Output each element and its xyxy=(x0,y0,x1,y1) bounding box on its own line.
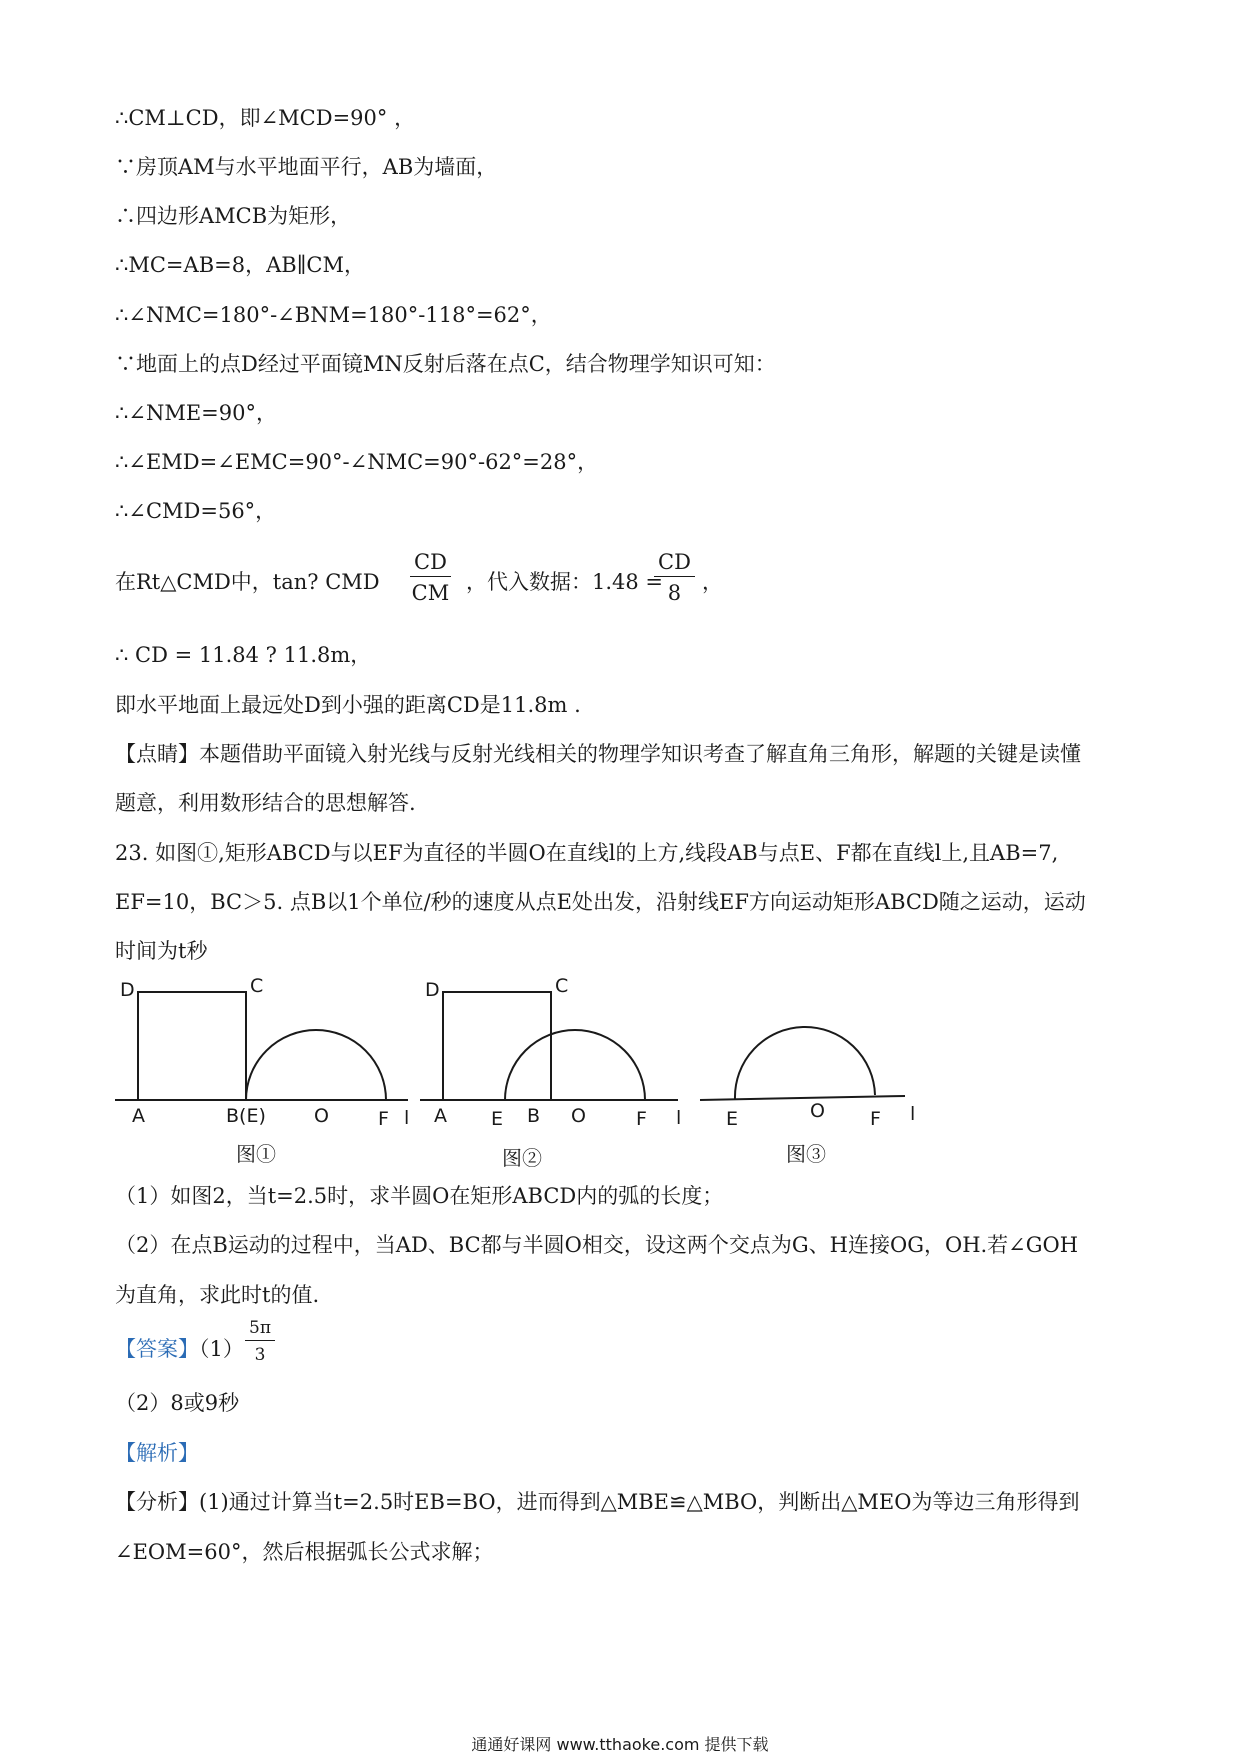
tan-line-prefix: 在Rt△CMD中，tan? CMD xyxy=(115,570,380,594)
label-l: l xyxy=(910,1103,916,1125)
label-F: F xyxy=(870,1108,881,1130)
question-1: （1）如图2，当t=2.5时，求半圆O在矩形ABCD内的弧的长度； xyxy=(115,1184,724,1208)
fraction-numerator: CD xyxy=(654,550,695,577)
label-D: D xyxy=(120,979,135,1001)
question-2-line-1: （2）在点B运动的过程中，当AD、BC都与半圆O相交，设这两个交点为G、H连接OG，OH.若∠GOH xyxy=(115,1233,1079,1257)
answer-label: 【答案】 xyxy=(115,1337,199,1361)
fraction-denominator: 3 xyxy=(254,1345,266,1365)
text-line-5: ∴∠NMC=180°-∠BNM=180°-118°=62°， xyxy=(115,303,552,327)
tan-line-suffix: ， xyxy=(702,570,723,594)
answer-1-prefix: （1） xyxy=(199,1337,244,1361)
label-O: O xyxy=(571,1105,586,1127)
text-line-8: ∴∠EMD=∠EMC=90°-∠NMC=90°-62°=28°， xyxy=(115,450,599,474)
answer-2: （2）8或9秒 xyxy=(115,1391,240,1415)
note-line-1: 【点睛】本题借助平面镜入射光线与反射光线相关的物理学知识考查了解直角三角形，解题的关键是读懂 xyxy=(115,742,1081,766)
problem-23-line-3: 时间为t秒 xyxy=(115,939,208,963)
analysis-label: 【解析】 xyxy=(115,1441,199,1465)
caption-fig2: 图② xyxy=(502,1146,542,1170)
page-footer: 通通好课网 www.tthaoke.com 提供下载 xyxy=(471,1735,769,1754)
label-A: A xyxy=(434,1105,447,1127)
caption-fig3: 图③ xyxy=(786,1142,826,1166)
label-E: E xyxy=(726,1108,739,1130)
figure-1 xyxy=(115,975,409,1166)
figure-3 xyxy=(700,1027,915,1166)
fraction-denominator: 8 xyxy=(667,581,682,605)
fraction-cd-over-cm xyxy=(410,550,451,605)
caption-fig1: 图① xyxy=(236,1142,276,1166)
text-line-9: ∴∠CMD=56°， xyxy=(115,499,277,523)
label-A: A xyxy=(132,1105,145,1127)
answer-1-fraction xyxy=(245,1318,275,1365)
text-line-1: ∴CM⊥CD，即∠MCD=90° ， xyxy=(115,106,416,130)
fraction-numerator: CD xyxy=(410,550,451,577)
text-line-12: 即水平地面上最远处D到小强的距离CD是11.8m . xyxy=(115,693,581,717)
label-B-E: B(E) xyxy=(226,1105,266,1127)
label-C: C xyxy=(250,975,264,997)
figure-2 xyxy=(420,975,681,1170)
figures-row xyxy=(0,970,1240,1170)
text-line-2: ∵房顶AM与水平地面平行，AB为墙面， xyxy=(115,155,498,179)
label-l: l xyxy=(676,1107,682,1129)
analysis-line-1: 【分析】(1)通过计算当t=2.5时EB=BO，进而得到△MBE≌△MBO，判断出△MEO为等边三角形得到 xyxy=(115,1490,1080,1514)
label-C: C xyxy=(555,975,569,997)
label-O: O xyxy=(314,1105,329,1127)
label-O: O xyxy=(810,1100,825,1122)
text-line-11: ∴ CD = 11.84 ? 11.8m， xyxy=(115,643,372,667)
answer-line-1 xyxy=(115,1334,244,1364)
text-line-3: ∴四边形AMCB为矩形， xyxy=(115,204,352,228)
tan-line-middle: ，代入数据：1.48 = xyxy=(466,570,664,594)
label-l: l xyxy=(404,1107,410,1129)
fraction-denominator: CM xyxy=(411,581,450,605)
label-B: B xyxy=(527,1105,541,1127)
analysis-line-2: ∠EOM=60°，然后根据弧长公式求解； xyxy=(115,1540,494,1564)
question-2-line-2: 为直角，求此时t的值. xyxy=(115,1283,320,1307)
label-E: E xyxy=(491,1108,504,1130)
text-line-6: ∵地面上的点D经过平面镜MN反射后落在点C，结合物理学知识可知： xyxy=(115,352,776,376)
label-F: F xyxy=(378,1108,389,1130)
fraction-cd-over-8 xyxy=(654,550,695,605)
label-D: D xyxy=(425,979,440,1001)
label-F: F xyxy=(636,1108,647,1130)
problem-23-line-1: 23. 如图①,矩形ABCD与以EF为直径的半圆O在直线l的上方,线段AB与点E、F都在直线l上,且AB=7, xyxy=(115,841,1059,865)
text-line-4: ∴MC=AB=8，AB∥CM， xyxy=(115,253,365,277)
fraction-numerator: 5π xyxy=(245,1318,275,1341)
problem-23-line-2: EF=10，BC＞5. 点B以1个单位/秒的速度从点E处出发，沿射线EF方向运动矩形ABCD随之运动，运动 xyxy=(115,890,1086,914)
note-line-2: 题意，利用数形结合的思想解答. xyxy=(115,791,416,815)
text-line-7: ∴∠NME=90°， xyxy=(115,401,277,425)
